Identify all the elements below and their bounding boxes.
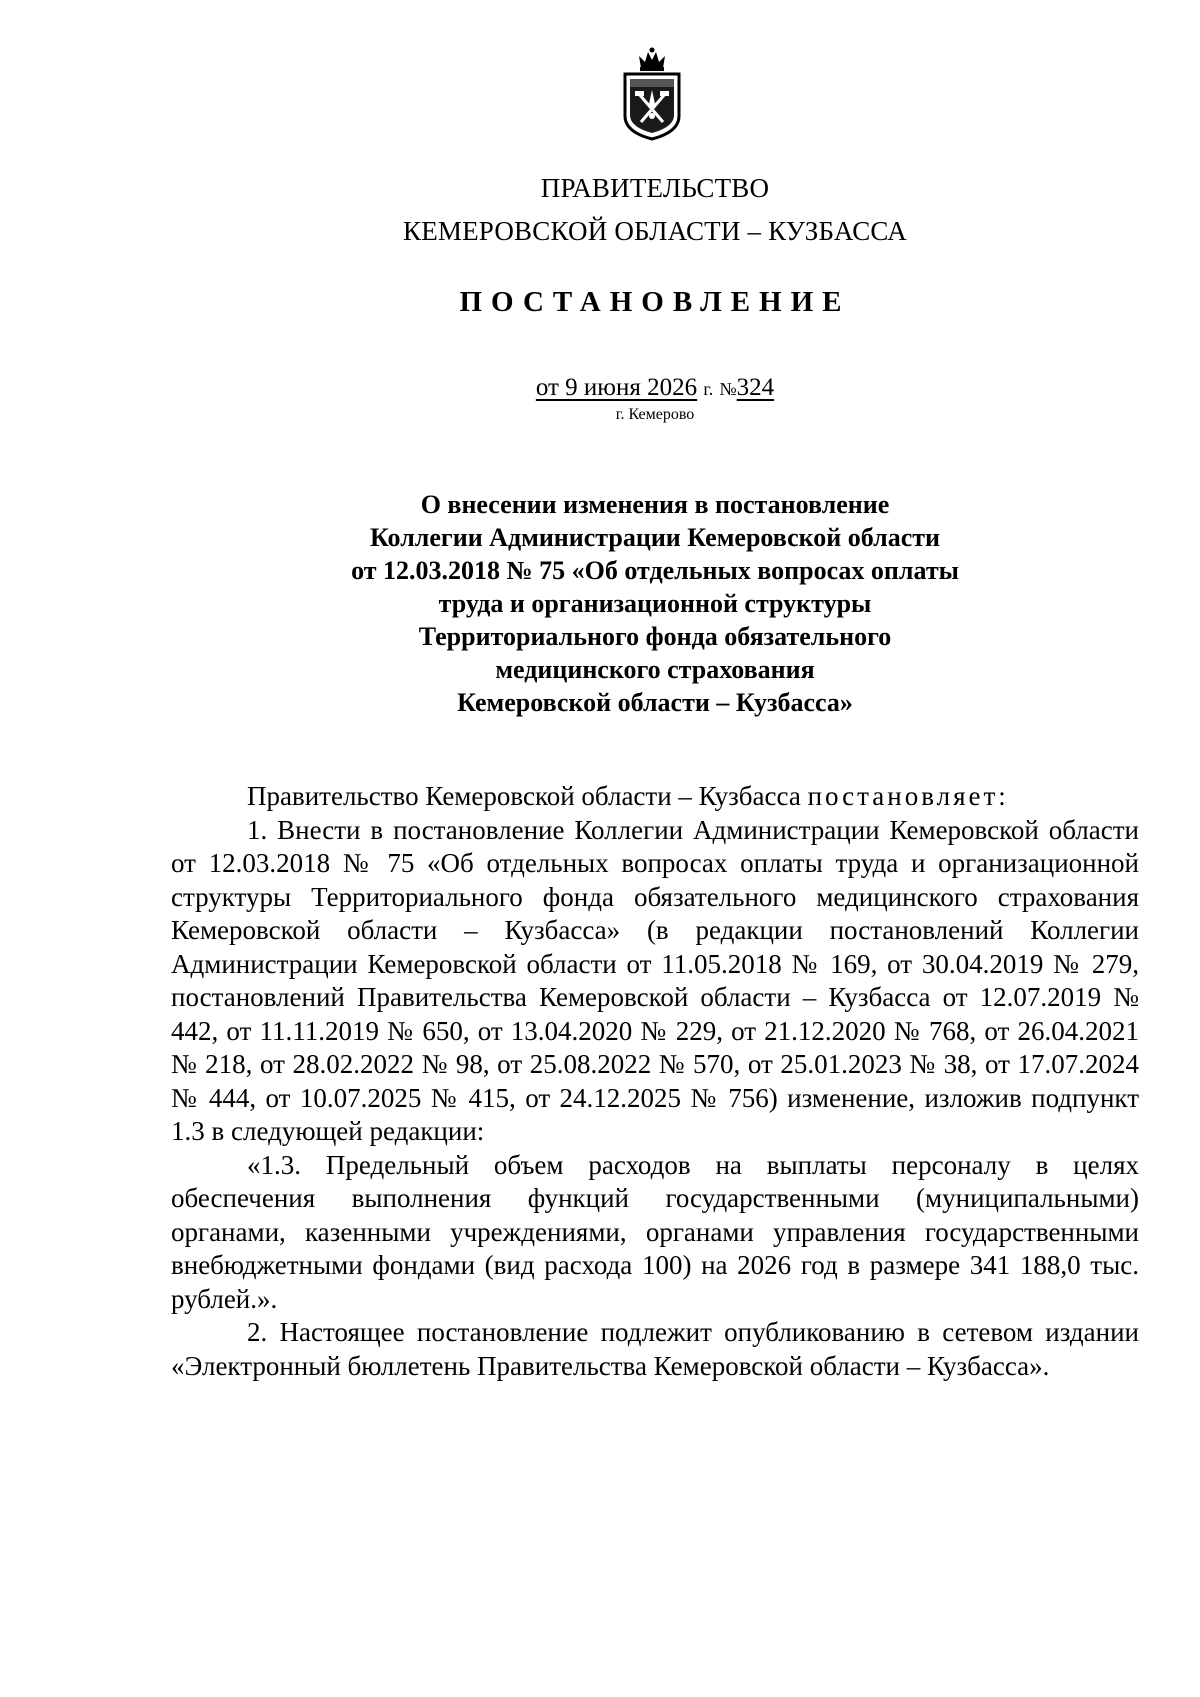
item-1-paragraph: 1. Внести в постановление Коллегии Администрации Кемеровской области от 12.03.2018 № 75 «Об отдельных вопросах оплаты труда и организационной структуры Территориального фонда обязательного медицинского страхования Кемеровской области – Кузбасса» (в редакции постановлений Коллегии Администрации Кемеровской области от 11.05.2018 № 169, от 30.04.2019 № 279, постановлений Правительства Кемеровской области – Кузбасса от 12.07.2019 № 442, от 11.11.2019 № 650, от 13.04.2020 № 229, от 21.12.2020 № 768, от 26.04.2021 № 218, от 28.02.2022 № 98, от 25.08.2022 № 570, от 25.01.2023 № 38, от 17.07.2024 № 444, от 10.07.2025 № 415, от 24.12.2025 № 756) изменение, изложив подпункт 1.3 в следующей редакции: [171, 814, 1139, 1146]
document-date: от 9 июня 2026 [535, 374, 698, 401]
item-2-paragraph: 2. Настоящее постановление подлежит опубликованию в сетевом издании «Электронный бюллетень Правительства Кемеровской области – Кузбасса». [171, 1317, 1139, 1381]
city-label: г. Кемерово [615, 406, 695, 423]
preamble-paragraph [171, 780, 1139, 814]
coat-of-arms-icon [619, 46, 685, 142]
preamble-verb: постановляет: [807, 781, 1009, 811]
date-number-line [0, 374, 1200, 402]
title-line: Территориального фонда обязательного [418, 622, 892, 651]
org-name-line2: КЕМЕРОВСКОЙ ОБЛАСТИ – КУЗБАССА [403, 216, 907, 246]
title-line: от 12.03.2018 № 75 «Об отдельных вопросах оплаты [351, 556, 959, 585]
preamble-text: Правительство Кемеровской области – Кузбасса [247, 781, 808, 811]
title-line: труда и организационной структуры [438, 589, 872, 618]
number-sign: № [719, 379, 737, 399]
document-body [171, 780, 1139, 1383]
item-1-quote-paragraph: «1.3. Предельный объем расходов на выплаты персоналу в целях обеспечения выполнения функций государственными (муниципальными) органами, казенными учреждениями, органами управления государственными внебюджетными фондами (вид расхода 100) на 2026 год в размере 341 188,0 тыс. рублей.». [171, 1149, 1139, 1314]
title-line: Кемеровской области – Кузбасса» [457, 688, 853, 717]
title-line: Коллегии Администрации Кемеровской области [369, 523, 941, 552]
year-suffix: г. [703, 379, 714, 399]
org-name-line1: ПРАВИТЕЛЬСТВО [540, 173, 770, 203]
title-line: О внесении изменения в постановление [420, 490, 890, 519]
document-title [300, 488, 1010, 719]
title-line: медицинского страхования [495, 655, 815, 684]
document-type: ПОСТАНОВЛЕНИЕ [459, 286, 851, 318]
document-number: 324 [736, 374, 775, 401]
